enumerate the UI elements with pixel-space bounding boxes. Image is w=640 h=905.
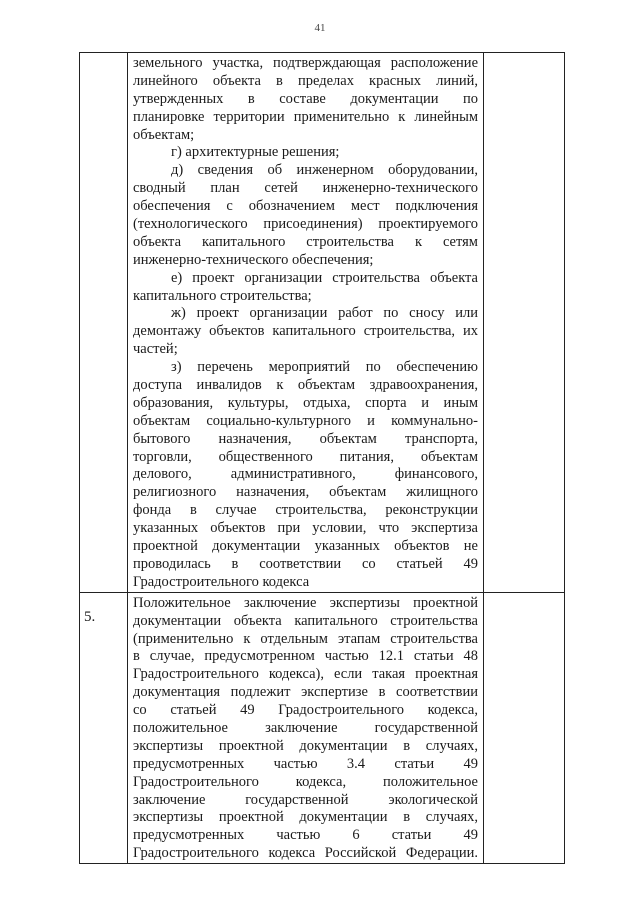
text-line: Градостроительного кодекса), если такая проектная <box>133 666 478 683</box>
document-requirements-cell <box>128 53 484 593</box>
text-line: земельного участка, подтверждающая расположение <box>133 55 478 71</box>
text-line: доступа инвалидов к объектам здравоохранения, <box>133 377 478 394</box>
text-line: экспертизы проектной документации в случаях, <box>133 737 478 754</box>
text-line: демонтажу объектов капитального строительства, их <box>133 323 478 340</box>
text-line: образования, культуры, отдыха, спорта и иным <box>133 394 478 411</box>
text-line: планировке территории применительно к линейным <box>133 108 478 125</box>
text-line: (применительно к отдельным этапам строительства <box>133 630 478 647</box>
text-line: в случае, предусмотренном частью 12.1 статьи 48 <box>133 648 478 665</box>
text-line: указанных объектов при условии, что экспертиза <box>133 520 478 537</box>
text-line: экспертизы проектной документации в случаях, <box>133 809 478 826</box>
text-line: со статьей 49 Градостроительного кодекса, <box>133 702 478 719</box>
text-line: фонда в случае строительства, реконструкции <box>133 502 478 519</box>
text-line: г) архитектурные решения; <box>171 144 340 161</box>
text-line: бытового назначения, объектам транспорта, <box>133 430 478 447</box>
row-number-cell <box>80 53 128 593</box>
table-row <box>80 592 565 863</box>
text-line: предусмотренных частью 6 статьи 49 <box>133 827 478 844</box>
text-line: предусмотренных частью 3.4 статьи 49 <box>133 755 478 772</box>
text-line: положительное заключение государственной <box>133 719 478 736</box>
text-line: инженерно-технического обеспечения; <box>133 251 374 268</box>
text-line: Градостроительного кодекса Российской Федерации. <box>133 845 478 862</box>
table-row <box>80 53 565 593</box>
text-line: з) перечень мероприятий по обеспечению <box>171 359 478 376</box>
text-line: обеспечения с обозначением мест подключения <box>133 198 478 215</box>
text-line: объекта капитального строительства к сетям <box>133 233 478 250</box>
text-line: делового, административного, финансового, <box>133 466 478 483</box>
text-line: сводный план сетей инженерно-технического <box>133 180 478 197</box>
text-line: проектной документации указанных объектов не <box>133 538 478 555</box>
text-line: е) проект организации строительства объекта <box>171 269 478 286</box>
text-line: утвержденных в составе документации по <box>133 90 478 107</box>
page-number: 41 <box>314 22 326 34</box>
paragraph-lines <box>133 55 478 592</box>
text-line: (технологического присоединения) проектируемого <box>133 216 478 233</box>
paragraph-lines <box>133 595 478 863</box>
text-line: д) сведения об инженерном оборудовании, <box>171 162 478 179</box>
text-line: капитального строительства; <box>133 287 312 304</box>
document-table <box>79 52 565 864</box>
text-line: ж) проект организации работ по сносу или <box>171 305 478 322</box>
text-line: документации объекта капитального строительства <box>133 612 478 629</box>
text-line: Градостроительного кодекса, положительное <box>133 773 478 790</box>
text-line: объектам социально-культурного и коммунально- <box>133 412 478 429</box>
text-line: линейного объекта в пределах красных линий, <box>133 72 478 89</box>
empty-notes-cell <box>484 592 565 863</box>
text-line: проводилась в соответствии со статьей 49 <box>133 555 478 572</box>
text-line: Градостроительного кодекса <box>133 573 310 590</box>
row-number-cell: 5. <box>80 592 128 863</box>
text-line: Положительное заключение экспертизы проектной <box>133 594 478 611</box>
text-line: заключение государственной экологической <box>133 791 478 808</box>
text-line: документация подлежит экспертизе в соответствии <box>133 684 478 701</box>
text-line: религиозного назначения, объектам жилищного <box>133 484 478 501</box>
text-line: торговли, общественного питания, объектам <box>133 448 478 465</box>
text-line: частей; <box>133 341 178 358</box>
document-requirements-cell <box>128 592 484 863</box>
text-line: объектам; <box>133 126 195 143</box>
empty-notes-cell <box>484 53 565 593</box>
